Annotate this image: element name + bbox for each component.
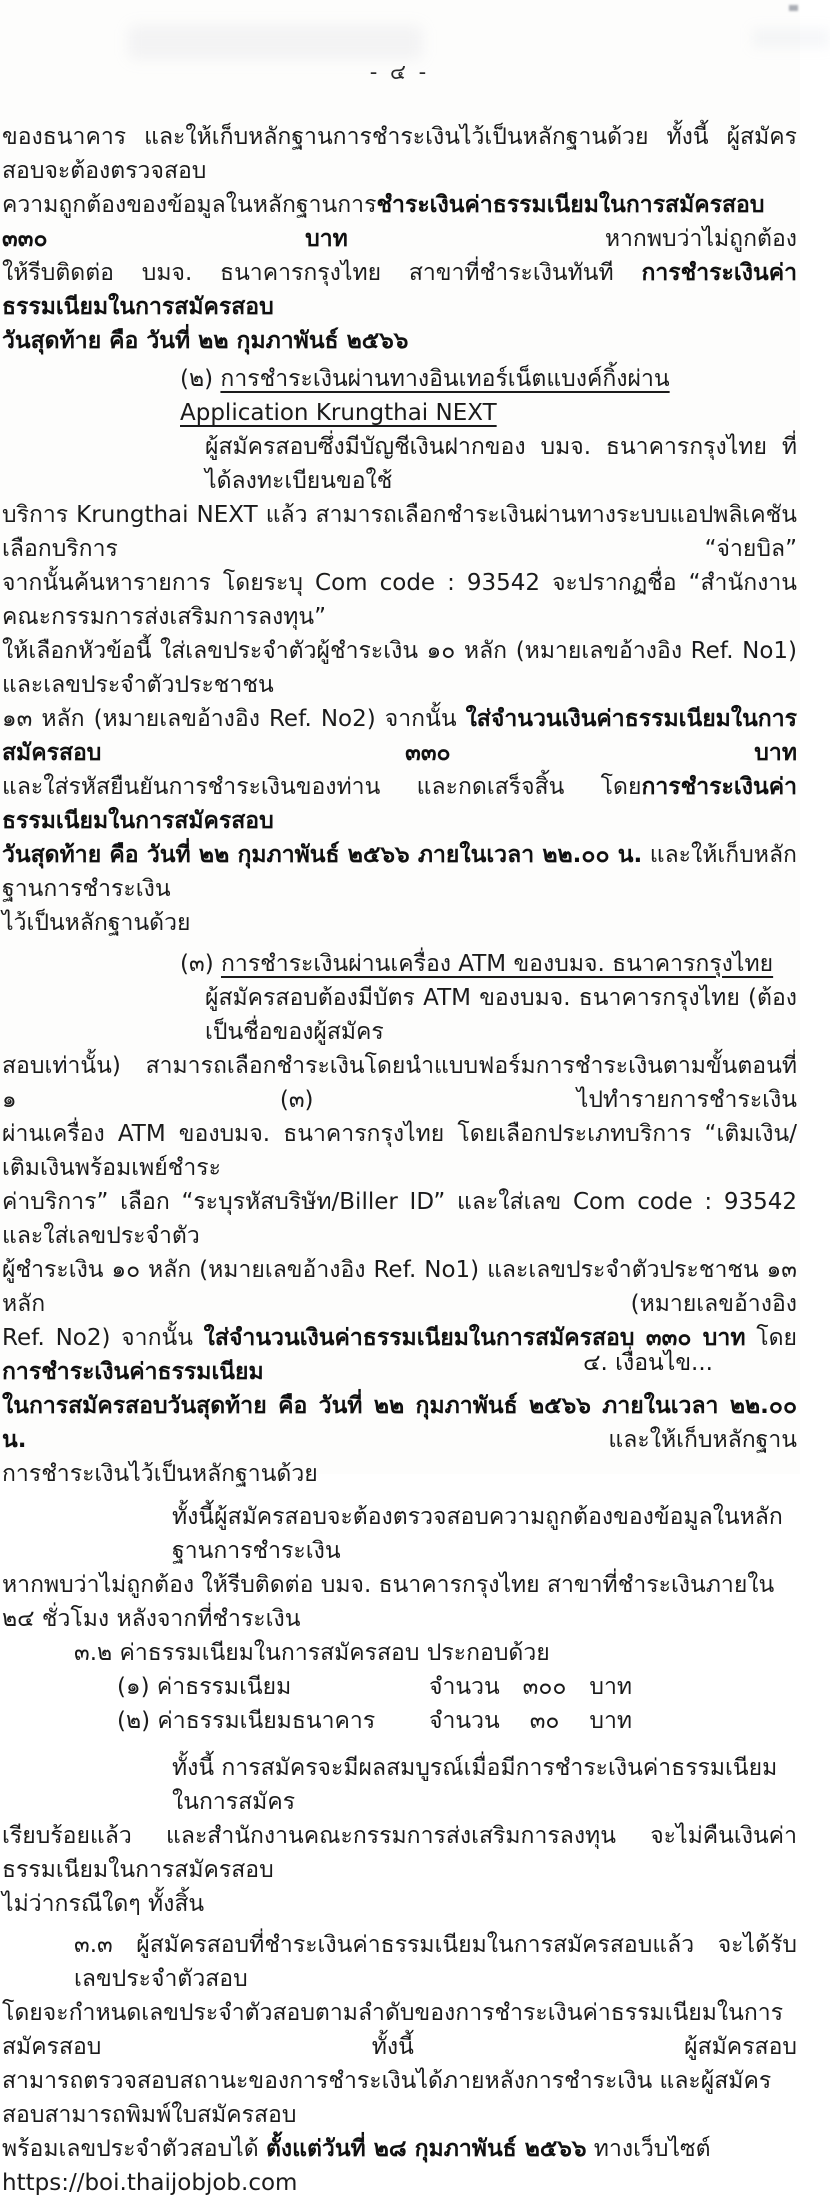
document-content <box>2 0 797 2200</box>
text-segment: การชำระเงินผ่านเครื่อง ATM ของบมจ. ธนาคารกรุงไทย <box>220 951 774 977</box>
text-segment: เรียบร้อยแล้ว และสำนักงานคณะกรรมการส่งเสริมการลงทุน จะไม่คืนเงินค่าธรรมเนียมในการสมัครสอบ <box>2 1823 797 1883</box>
text-segment: และใส่รหัสยืนยันการชำระเงินของท่าน และกดเสร็จสิ้น โดย <box>2 774 642 800</box>
text-line <box>2 430 797 498</box>
fee-label: (๒) ค่าธรรมเนียมธนาคาร <box>117 1708 376 1734</box>
text-segment: วันสุดท้าย คือ วันที่ ๒๒ กุมภาพันธ์ ๒๕๖๖ <box>2 328 409 354</box>
intro-paragraph <box>2 120 797 358</box>
text-segment: ใส่จำนวนเงินค่าธรรมเนียมในการสมัครสอบ ๓๓๐ บาท <box>203 1325 746 1351</box>
text-segment: ให้เลือกหัวข้อนี้ ใส่เลขประจำตัวผู้ชำระเงิน ๑๐ หลัก (หมายเลขอ้างอิง Ref. No1) และเลขประจำตัวประชาชน <box>2 638 797 698</box>
text-segment: ผ่านเครื่อง ATM ของบมจ. ธนาคารกรุงไทย โดยเลือกประเภทบริการ “เติมเงิน/เติมเงินพร้อมเพย์ชำระ <box>2 1121 797 1181</box>
text-line <box>2 1457 797 1491</box>
text-segment: ผู้ชำระเงิน ๑๐ หลัก (หมายเลขอ้างอิง Ref. No1) และเลขประจำตัวประชาชน ๑๓ หลัก (หมายเลขอ้างอิง <box>2 1257 797 1317</box>
text-line <box>2 838 797 906</box>
text-line <box>2 1819 797 1887</box>
text-segment: ไม่ว่ากรณีใดๆ ทั้งสิ้น <box>2 1891 205 1917</box>
completion-paragraph <box>2 1751 797 1921</box>
text-line <box>2 1568 797 1636</box>
text-segment: การชำระเงินค่าธรรมเนียม <box>2 1359 264 1385</box>
method2-heading <box>2 362 797 430</box>
text-segment: โดยจะกำหนดเลขประจำตัวสอบตามลำดับของการชำระเงินค่าธรรมเนียมในการสมัครสอบ ทั้งนี้ ผู้สมัครสอบ <box>2 2000 797 2060</box>
method2-paragraph <box>2 430 797 940</box>
text-line <box>2 1049 797 1117</box>
text-segment: Ref. No2) จากนั้น <box>2 1325 204 1351</box>
text-line <box>2 324 797 358</box>
text-segment: บริการ Krungthai NEXT แล้ว สามารถเลือกชำระเงินผ่านทางระบบแอปพลิเคชัน เลือกบริการ “จ่ายบิล” <box>2 502 797 562</box>
text-segment: ของธนาคาร และให้เก็บหลักฐานการชำระเงินไว้เป็นหลักฐานด้วย ทั้งนี้ ผู้สมัครสอบจะต้องตรวจสอบ <box>2 124 797 184</box>
text-line <box>2 1751 797 1819</box>
text-line <box>2 362 797 430</box>
text-line <box>2 906 797 940</box>
text-segment: จำนวน <box>429 1708 508 1734</box>
text-line <box>2 981 797 1049</box>
text-segment: (๒) <box>180 366 221 392</box>
text-segment: การชำระเงินผ่านทางอินเทอร์เน็ตแบงค์กิ้งผ่าน Application Krungthai NEXT <box>180 366 670 426</box>
text-segment: และให้เก็บหลักฐานการชำระเงิน <box>2 842 797 902</box>
text-segment: (๓) <box>180 951 221 977</box>
text-segment: ให้รีบติดต่อ บมจ. ธนาคารกรุงไทย สาขาที่ชำระเงินทันที <box>2 260 642 286</box>
text-segment: ไว้เป็นหลักฐานด้วย <box>2 910 191 936</box>
text-segment: ผู้สมัครสอบต้องมีบัตร ATM ของบมจ. ธนาคารกรุงไทย (ต้องเป็นชื่อของผู้สมัคร <box>205 985 797 1045</box>
fee-amount: ๓๐ <box>529 1708 560 1734</box>
text-line <box>2 2064 797 2132</box>
text-line <box>2 1185 797 1253</box>
text-segment: จำนวน <box>429 1674 508 1700</box>
text-line <box>2 188 797 256</box>
text-line <box>2 498 797 566</box>
text-segment: ๑๓ หลัก (หมายเลขอ้างอิง Ref. No2) จากนั้น <box>2 706 466 732</box>
text-segment: ๓.๒ ค่าธรรมเนียมในการสมัครสอบ ประกอบด้วย <box>74 1640 550 1666</box>
text-segment: ในการสมัครสอบวันสุดท้าย คือ วันที่ ๒๒ กุมภาพันธ์ ๒๕๖๖ ภายในเวลา ๒๒.๐๐ น. <box>2 1393 797 1453</box>
fee-amount: ๓๐๐ <box>522 1674 567 1700</box>
text-line <box>2 1253 797 1321</box>
text-line <box>2 770 797 838</box>
text-segment: การชำระเงินไว้เป็นหลักฐานด้วย <box>2 1461 318 1487</box>
fee-label: (๑) ค่าธรรมเนียม <box>117 1674 292 1700</box>
text-segment: บาท <box>582 1708 633 1734</box>
text-segment: การชำระเงินค่าธรรมเนียมในการสมัครสอบ <box>2 774 797 834</box>
text-segment: ชำระเงินค่าธรรมเนียมในการสมัครสอบ ๓๓๐ บาท <box>2 192 765 252</box>
text-line <box>2 1887 797 1921</box>
verify-paragraph <box>2 1500 797 1636</box>
text-segment: ผู้สมัครสอบซึ่งมีบัญชีเงินฝากของ บมจ. ธนาคารกรุงไทย ที่ได้ลงทะเบียนขอใช้ <box>205 434 797 494</box>
text-segment: ความถูกต้องของข้อมูลในหลักฐานการ <box>2 192 377 218</box>
text-line <box>2 566 797 634</box>
text-segment: พร้อมเลขประจำตัวสอบได้ <box>2 2136 266 2162</box>
exam-number-paragraph <box>2 1928 797 2200</box>
text-line <box>2 2132 797 2200</box>
method3-paragraph <box>2 981 797 1491</box>
text-line <box>2 120 797 188</box>
text-segment: วันสุดท้าย คือ วันที่ ๒๒ กุมภาพันธ์ ๒๕๖๖ ภายในเวลา ๒๒.๐๐ น. <box>2 842 643 868</box>
text-segment: ใส่จำนวนเงินค่าธรรมเนียมในการสมัครสอบ ๓๓๐ บาท <box>2 706 797 766</box>
text-segment: หากพบว่าไม่ถูกต้อง ให้รีบติดต่อ บมจ. ธนาคารกรุงไทย สาขาที่ชำระเงินภายใน ๒๔ ชั่วโมง หลังจากที่ชำระเงิน <box>2 1572 775 1632</box>
text-line <box>2 1928 797 1996</box>
text-line <box>2 1704 797 1738</box>
text-line <box>2 1117 797 1185</box>
continuation-marker: ๔. เงื่อนไข... <box>583 1350 713 1376</box>
page-number: - ๔ - <box>369 60 430 84</box>
text-segment: ทั้งนี้ การสมัครจะมีผลสมบูรณ์เมื่อมีการชำระเงินค่าธรรมเนียมในการสมัคร <box>172 1755 778 1815</box>
text-line <box>2 947 797 981</box>
text-line <box>2 1500 797 1568</box>
fee-heading <box>2 1636 797 1670</box>
document-body <box>2 120 797 2200</box>
text-line <box>2 1670 797 1704</box>
fee-items <box>2 1670 797 1738</box>
text-segment: สามารถตรวจสอบสถานะของการชำระเงินได้ภายหลังการชำระเงิน และผู้สมัครสอบสามารถพิมพ์ใบสมัครสอบ <box>2 2068 772 2128</box>
text-segment: การชำระเงินค่าธรรมเนียมในการสมัครสอบ <box>2 260 797 320</box>
method3-heading <box>2 947 797 981</box>
text-segment: หากพบว่าไม่ถูกต้อง <box>347 226 798 252</box>
text-line <box>2 1996 797 2064</box>
text-segment: ค่าบริการ” เลือก “ระบุรหัสบริษัท/Biller ID” และใส่เลข Com code : 93542 และใส่เลขประจำตัว <box>2 1189 797 1249</box>
text-segment: ๓.๓ ผู้สมัครสอบที่ชำระเงินค่าธรรมเนียมในการสมัครสอบแล้ว จะได้รับเลขประจำตัวสอบ <box>74 1932 797 1992</box>
text-segment: สอบเท่านั้น) สามารถเลือกชำระเงินโดยนำแบบฟอร์มการชำระเงินตามขั้นตอนที่ ๑ (๓) ไปทำรายการชำระเงิน <box>2 1053 797 1113</box>
text-line <box>2 634 797 702</box>
text-segment: ทั้งนี้ผู้สมัครสอบจะต้องตรวจสอบความถูกต้องของข้อมูลในหลักฐานการชำระเงิน <box>172 1504 783 1564</box>
text-segment: และให้เก็บหลักฐาน <box>26 1427 797 1453</box>
text-line <box>2 702 797 770</box>
text-line <box>2 1389 797 1457</box>
text-segment: ตั้งแต่วันที่ ๒๘ กุมภาพันธ์ ๒๕๖๖ <box>265 2136 587 2162</box>
text-line <box>2 1636 797 1670</box>
text-segment: โดย <box>745 1325 797 1351</box>
text-line <box>2 256 797 324</box>
text-segment: ทางเว็บไซต์ https://boi.thaijobjob.com <box>2 2136 711 2196</box>
text-segment: จากนั้นค้นหารายการ โดยระบุ Com code : 93542 จะปรากฏชื่อ “สำนักงานคณะกรรมการส่งเสริมการลงทุน” <box>2 570 797 630</box>
text-segment: บาท <box>582 1674 633 1700</box>
